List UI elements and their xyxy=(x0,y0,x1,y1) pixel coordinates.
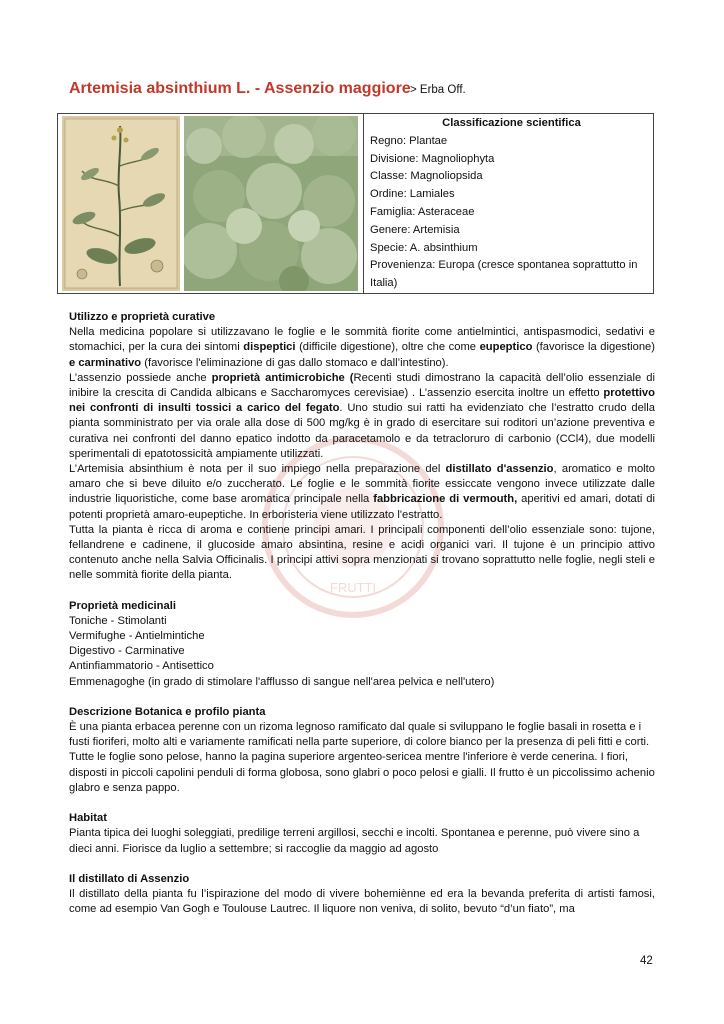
property-item: Digestivo - Carminative xyxy=(69,645,185,658)
section-heading-distillate: Il distillato di Assenzio xyxy=(69,872,190,885)
emphasis: dispeptici xyxy=(243,341,296,354)
text-span: (favorisce la digestione) xyxy=(532,341,655,354)
emphasis: proprietà antimicrobiche ( xyxy=(211,371,354,384)
page-subtitle: > Erba Off. xyxy=(410,84,466,96)
uses-paragraph-4: Tutta la pianta è ricca di aroma e contiene principi amari. I principali componenti dell’olio essenziale sono: tujone, fellandrene e cadinene, il glucoside amaro absintina, resine e acidi organici vari. Il tujone è un principio attivo contenuto anche nella Salvia Officinalis. I principi attivi sopra menzionati si trovano soprattutto nelle foglie, negli steli e nelle sommità fiorite della pianta. xyxy=(69,523,655,582)
classification-line: Specie: A. absinthium xyxy=(370,241,478,254)
section-heading-botany: Descrizione Botanica e profilo pianta xyxy=(69,705,266,718)
page-title: Artemisia absinthium L. - Assenzio maggiore xyxy=(69,80,411,97)
habitat-paragraph: Pianta tipica dei luoghi soleggiati, predilige terreni argillosi, secchi e incolti. Spontanea e perenne, può vivere sino a dieci anni. Fiorisce da luglio a settembre; si raccoglie da maggio ad agosto xyxy=(69,827,640,855)
text-span: L’assenzio possiede anche xyxy=(69,371,212,384)
classification-line: Genere: Artemisia xyxy=(370,223,460,236)
emphasis: e carminativo xyxy=(69,356,142,369)
title-row xyxy=(69,80,669,104)
classification-line: Regno: Plantae xyxy=(370,134,448,147)
emphasis: protettivo nei confronti di insulti tossici a carico del fegato xyxy=(69,387,655,415)
classification-line: Ordine: Lamiales xyxy=(370,188,455,201)
text-span: (favorisce l'eliminazione di gas dallo stomaco e dall’intestino). xyxy=(141,356,449,369)
distillate-paragraph: Il distillato della pianta fu l’ispirazione del modo di vivere bohemiènne ed era la bevanda preferita di artisti famosi, come ad esempio Van Gogh e Toulouse Lautrec. Il liquore non veniva, di solito, bevuto “d’un fiato”, ma xyxy=(69,887,655,916)
page-number: 42 xyxy=(640,955,653,967)
property-item: Emmenagoghe (in grado di stimolare l'afflusso di sangue nell'area pelvica e nell'utero) xyxy=(69,675,495,688)
section-heading-uses: Utilizzo e proprietà curative xyxy=(69,311,216,323)
section-heading-habitat: Habitat xyxy=(69,812,107,825)
classification-line: Provenienza: Europa (cresce spontanea soprattutto in Italia) xyxy=(370,259,638,290)
emphasis: distillato d'assenzio xyxy=(445,463,554,476)
text-span: (difficile digestione), oltre che come xyxy=(295,341,480,354)
property-item: Toniche - Stimolanti xyxy=(69,614,167,627)
emphasis: fabbricazione di vermouth, xyxy=(373,493,518,506)
text-span: . Uno studio sui ratti ha evidenziato che l’estratto crudo della pianta somministrato per via orale alla dose di 500 mg/kg è in grado di esercitare sui roditori un’azione preventiva e curativa nei confronti del danno epatico indotto da paracetamolo e da tetracloruro di carbonio (CCl4), due modelli sperimentali di epatotossicità ampiamente utilizzati. xyxy=(69,402,655,460)
uses-paragraph-1 xyxy=(69,325,655,371)
text-span: aperitivi ed amari, dotati di potenti proprietà amaro-eupeptiche. In erboristeria viene utilizzato l'estratto. xyxy=(69,493,655,521)
image-cell xyxy=(58,114,364,293)
body-text xyxy=(69,310,655,917)
property-item: Antinfiammatorio - Antisettico xyxy=(69,660,214,673)
property-item: Vermifughe - Antielmintiche xyxy=(69,630,205,643)
classification-box xyxy=(364,114,653,293)
text-span: Recenti studi dimostrano la capacità dell’olio essenziale di inibire la crescita di Candida albicans e Saccharomyces cerevisiae) . L’assenzio esercita inoltre un effetto xyxy=(69,371,655,400)
text-span: , aromatico e molto amaro che si beve diluito e/o zuccherato. Le foglie e le sommità fiorite essiccate vengono invece utilizzate dalle industrie liquoristiche, come base aromatica principale nella xyxy=(69,463,656,506)
classification-line: Famiglia: Asteraceae xyxy=(370,205,475,218)
classification-line: Classe: Magnoliopsida xyxy=(370,170,483,183)
classification-line: Divisione: Magnoliophyta xyxy=(370,152,495,165)
header-table xyxy=(57,113,654,294)
emphasis: eupeptico xyxy=(479,341,533,354)
uses-paragraph-2 xyxy=(69,371,655,462)
watermark-text: FRUTTI xyxy=(329,580,377,595)
botany-paragraph: È una pianta erbacea perenne con un rizoma legnoso ramificato dal quale si sviluppano le foglie basali in rosetta e i fusti fioriferi, molto alti e variamente ramificati nella parte superiore, di colore bianco per la presenza di peli fitti e corti. Tutte le foglie sono pelose, hanno la pagina superiore argenteo-sericea mentre l'inferiore è verde cenerina. I fiori, disposti in piccoli capolini penduli di forma globosa, sono glabri o poco pelosi e gialli. Il frutto è un piccolissimo achenio glabro e senza pappo. xyxy=(69,721,655,794)
classification-heading: Classificazione scientifica xyxy=(442,117,581,129)
section-heading-properties: Proprietà medicinali xyxy=(69,599,176,612)
plant-photo xyxy=(184,116,358,291)
text-span: Nella medicina popolare si utilizzavano le foglie e le sommità fiorite come antielmintici, antispasmodici, sedativi e stomachici, per la cura dei sintomi xyxy=(69,326,655,354)
text-span: L’Artemisia absinthium è nota per il suo impiego nella preparazione del xyxy=(69,463,446,476)
uses-paragraph-3 xyxy=(69,462,655,523)
botanical-illustration xyxy=(62,116,180,291)
